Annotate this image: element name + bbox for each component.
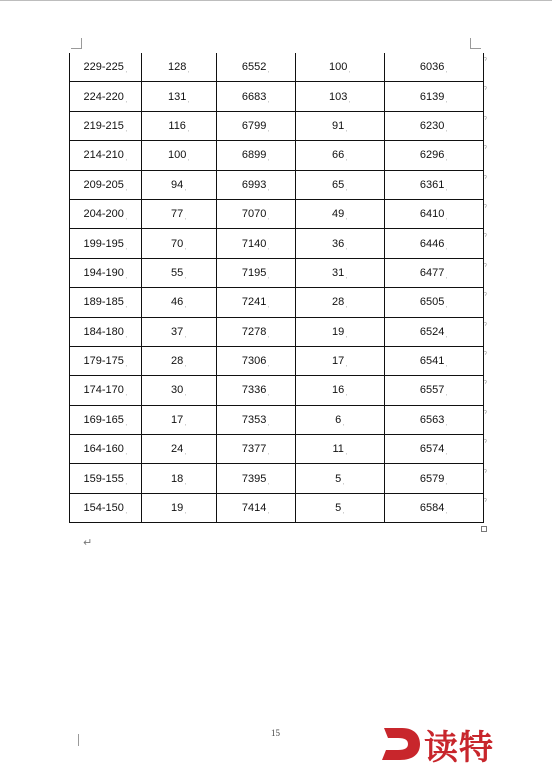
cell-value: 100 (328, 61, 348, 74)
table-cell (385, 170, 484, 199)
cell-value: 19 (332, 325, 345, 338)
cell-end-mark: ˌ (184, 387, 187, 397)
cell-end-mark: ˌ (124, 505, 128, 515)
cell-end-mark: ˌ (124, 211, 128, 221)
table-row (70, 170, 484, 199)
cell-value: 6505 (419, 296, 445, 309)
cell-end-mark: ˌ (345, 152, 348, 162)
cell-end-mark: ˌ (267, 269, 271, 279)
table-row (70, 141, 484, 170)
cell-value: 17 (332, 355, 345, 368)
cell-value: 94 (171, 178, 184, 191)
table-cell (217, 376, 296, 405)
table-row (70, 288, 484, 317)
cell-end-mark: ˌ (267, 358, 271, 368)
cell-end-mark: ˌ (124, 269, 128, 279)
cell-value: 179-175 (83, 355, 124, 368)
cell-end-mark: ˌ (184, 211, 187, 221)
cell-value: 5 (335, 502, 342, 515)
cell-value: 19 (171, 502, 184, 515)
table-cell (70, 376, 142, 405)
score-distribution-table (69, 53, 484, 523)
table-cell (70, 170, 142, 199)
table-cell (142, 258, 217, 287)
table-cell (142, 405, 217, 434)
table-cell (142, 53, 217, 82)
cell-value: 18 (171, 472, 184, 485)
cell-value: 7241 (241, 296, 267, 309)
cell-end-mark: ˌ (445, 93, 449, 103)
row-end-mark: ˀ (484, 173, 487, 183)
cell-value: 28 (171, 355, 184, 368)
table-cell (217, 493, 296, 522)
cell-value: 6541 (419, 355, 445, 368)
table-cell (142, 376, 217, 405)
table-cell (296, 170, 385, 199)
table-cell (70, 435, 142, 464)
cell-end-mark: ˌ (342, 505, 345, 515)
cell-value: 154-150 (83, 502, 124, 515)
cell-end-mark: ˌ (445, 152, 449, 162)
cell-end-mark: ˌ (184, 299, 187, 309)
table-cell (385, 376, 484, 405)
table-cell (70, 317, 142, 346)
paragraph-mark: ↵ (83, 537, 93, 549)
table-row (70, 435, 484, 464)
cell-value: 100 (167, 149, 187, 162)
cell-end-mark: ˌ (267, 181, 271, 191)
cell-end-mark: ˌ (267, 93, 271, 103)
table-cell (217, 111, 296, 140)
table-cell (296, 435, 385, 464)
table-cell (142, 346, 217, 375)
cell-end-mark: ˌ (348, 93, 352, 103)
table-row (70, 229, 484, 258)
table-row (70, 53, 484, 82)
table-cell (142, 229, 217, 258)
cell-value: 103 (328, 90, 348, 103)
cell-value: 7306 (241, 355, 267, 368)
table-cell (142, 141, 217, 170)
cell-value: 169-165 (83, 413, 124, 426)
cell-end-mark: ˌ (124, 358, 128, 368)
cell-end-mark: ˌ (187, 152, 191, 162)
cell-value: 7070 (241, 208, 267, 221)
cell-end-mark: ˌ (342, 475, 345, 485)
cell-end-mark: ˌ (267, 387, 271, 397)
table-cell (296, 346, 385, 375)
cell-value: 204-200 (83, 208, 124, 221)
page-top-edge (0, 0, 552, 1)
cell-end-mark: ˌ (184, 269, 187, 279)
cell-end-mark: ˌ (267, 64, 271, 74)
cell-end-mark: ˌ (445, 240, 449, 250)
table-cell (142, 317, 217, 346)
row-end-mark: ˀ (484, 261, 487, 271)
cell-value: 11 (332, 443, 344, 456)
cell-value: 164-160 (83, 443, 124, 456)
cell-value: 189-185 (83, 296, 124, 309)
cell-end-mark: ˌ (267, 446, 271, 456)
cell-end-mark: ˌ (124, 299, 128, 309)
cell-end-mark: ˌ (267, 152, 271, 162)
table-cell (385, 464, 484, 493)
logo-text: 读特 (424, 727, 494, 768)
table-cell (296, 376, 385, 405)
cell-value: 7195 (241, 266, 267, 279)
cell-end-mark: ˌ (267, 122, 271, 132)
cell-value: 70 (171, 237, 184, 250)
cell-end-mark: ˌ (187, 64, 191, 74)
cell-value: 31 (332, 266, 345, 279)
cell-value: 17 (171, 413, 184, 426)
row-end-mark: ˀ (484, 350, 487, 359)
cell-end-mark: ˌ (445, 446, 449, 456)
table-cell (142, 288, 217, 317)
cell-value: 6552 (241, 61, 267, 74)
cell-end-mark: ˌ (445, 269, 449, 279)
watermark-logo (378, 722, 494, 766)
cell-value: 6361 (419, 178, 445, 191)
cell-value: 46 (171, 296, 184, 309)
cell-end-mark: ˌ (445, 299, 449, 309)
cell-end-mark: ˌ (445, 387, 449, 397)
cell-end-mark: ˌ (267, 475, 271, 485)
cell-value: 219-215 (83, 119, 124, 132)
cell-end-mark: ˌ (184, 181, 187, 191)
cell-value: 24 (171, 443, 184, 456)
table-cell (70, 229, 142, 258)
table-cell (385, 229, 484, 258)
table-row (70, 493, 484, 522)
cell-end-mark: ˌ (124, 181, 128, 191)
cell-value: 6296 (419, 149, 445, 162)
cell-value: 224-220 (83, 90, 124, 103)
row-end-mark: ˀ (484, 56, 487, 65)
table-cell (70, 258, 142, 287)
cell-end-mark: ˌ (184, 475, 187, 485)
table-cell (70, 346, 142, 375)
cell-end-mark: ˌ (267, 240, 271, 250)
cell-value: 6799 (241, 119, 267, 132)
cell-value: 7353 (241, 413, 267, 426)
table-cell (217, 229, 296, 258)
cell-value: 128 (167, 61, 187, 74)
margin-corner-top-left (71, 38, 82, 49)
table-cell (385, 288, 484, 317)
cell-value: 214-210 (83, 149, 124, 162)
row-end-mark: ˀ (484, 438, 487, 448)
table-cell (217, 435, 296, 464)
cell-value: 174-170 (83, 384, 124, 397)
table-row (70, 111, 484, 140)
cell-end-mark: ˌ (345, 299, 348, 309)
cell-end-mark: ˌ (124, 475, 128, 485)
cell-value: 184-180 (83, 325, 124, 338)
cell-end-mark: ˌ (184, 505, 187, 515)
cell-value: 6557 (419, 384, 445, 397)
table-cell (70, 405, 142, 434)
cell-end-mark: ˌ (124, 64, 128, 74)
margin-corner-top-right (470, 38, 481, 49)
cell-end-mark: ˌ (345, 328, 348, 338)
d-logo-icon (378, 724, 422, 764)
cell-end-mark: ˌ (124, 328, 128, 338)
table-cell (385, 82, 484, 111)
cell-value: 65 (332, 178, 345, 191)
table-row (70, 199, 484, 228)
table-cell (385, 258, 484, 287)
table-cell (296, 405, 385, 434)
cell-end-mark: ˌ (445, 211, 449, 221)
table-cell (70, 199, 142, 228)
cell-end-mark: ˌ (267, 328, 271, 338)
cell-value: 30 (171, 384, 184, 397)
cell-end-mark: ˌ (187, 93, 191, 103)
row-end-mark: ˀ (484, 291, 487, 301)
table-cell (296, 258, 385, 287)
table-cell (385, 435, 484, 464)
cell-end-mark: ˌ (186, 122, 190, 132)
cell-end-mark: ˌ (267, 299, 271, 309)
table-cell (142, 493, 217, 522)
row-end-mark: ˀ (484, 144, 487, 154)
cell-value: 6410 (419, 208, 445, 221)
table-cell (217, 141, 296, 170)
cell-value: 194-190 (83, 266, 124, 279)
margin-corner-bottom-left (78, 734, 89, 746)
cell-end-mark: ˌ (184, 358, 187, 368)
cell-value: 6524 (419, 325, 445, 338)
cell-end-mark: ˌ (342, 416, 345, 426)
cell-end-mark: ˌ (445, 181, 449, 191)
row-end-mark: ˀ (484, 467, 487, 477)
table-cell (70, 288, 142, 317)
cell-end-mark: ˌ (445, 475, 449, 485)
cell-end-mark: ˌ (345, 240, 348, 250)
cell-end-mark: ˌ (184, 446, 187, 456)
cell-end-mark: ˌ (267, 505, 271, 515)
cell-end-mark: ˌ (124, 152, 128, 162)
cell-value: 6579 (419, 472, 445, 485)
table-cell (217, 258, 296, 287)
cell-end-mark: ˌ (124, 387, 128, 397)
table-cell (296, 111, 385, 140)
row-end-mark: ˀ (484, 203, 487, 212)
row-end-mark: ˀ (484, 320, 487, 330)
cell-end-mark: ˌ (445, 64, 449, 74)
table-resize-handle[interactable] (481, 526, 487, 532)
cell-value: 7395 (241, 472, 267, 485)
cell-value: 37 (171, 325, 184, 338)
table-cell (142, 464, 217, 493)
table-row (70, 405, 484, 434)
cell-end-mark: ˌ (344, 446, 348, 456)
cell-value: 5 (335, 472, 342, 485)
table-cell (142, 170, 217, 199)
table-cell (385, 199, 484, 228)
table-cell (385, 493, 484, 522)
table-cell (217, 317, 296, 346)
table-row (70, 376, 484, 405)
table-row (70, 82, 484, 111)
table-cell (142, 199, 217, 228)
cell-end-mark: ˌ (124, 93, 128, 103)
cell-end-mark: ˌ (184, 240, 187, 250)
cell-end-mark: ˌ (345, 122, 348, 132)
table-row (70, 258, 484, 287)
table-cell (217, 288, 296, 317)
cell-value: 229-225 (83, 61, 124, 74)
cell-value: 6683 (241, 90, 267, 103)
cell-value: 6230 (419, 119, 445, 132)
table-cell (385, 317, 484, 346)
table-cell (70, 111, 142, 140)
cell-end-mark: ˌ (184, 328, 187, 338)
table-cell (70, 464, 142, 493)
cell-value: 6563 (419, 413, 445, 426)
table-row (70, 464, 484, 493)
table-cell (217, 199, 296, 228)
cell-end-mark: ˌ (445, 122, 449, 132)
cell-value: 6574 (419, 443, 445, 456)
row-end-mark: ˀ (484, 232, 487, 242)
cell-end-mark: ˌ (445, 358, 449, 368)
table-cell (217, 53, 296, 82)
cell-value: 36 (332, 237, 345, 250)
table-cell (142, 111, 217, 140)
table-cell (296, 464, 385, 493)
cell-value: 77 (171, 208, 184, 221)
cell-value: 6036 (419, 61, 445, 74)
row-end-mark: ˀ (484, 114, 487, 124)
table-cell (385, 111, 484, 140)
cell-end-mark: ˌ (345, 358, 348, 368)
cell-end-mark: ˌ (124, 446, 128, 456)
table-cell (296, 141, 385, 170)
cell-value: 55 (171, 266, 184, 279)
table-cell (142, 435, 217, 464)
cell-end-mark: ˌ (184, 416, 187, 426)
cell-value: 6446 (419, 237, 445, 250)
cell-value: 7414 (241, 502, 267, 515)
table-row (70, 317, 484, 346)
cell-value: 66 (332, 149, 345, 162)
row-end-mark: ˀ (484, 379, 487, 389)
table-cell (217, 405, 296, 434)
table-cell (217, 346, 296, 375)
cell-end-mark: ˌ (345, 387, 348, 397)
cell-value: 6139 (419, 90, 445, 103)
table-cell (70, 493, 142, 522)
cell-value: 6993 (241, 178, 267, 191)
cell-value: 6584 (419, 502, 445, 515)
page-number: 15 (271, 728, 280, 738)
cell-value: 209-205 (83, 178, 124, 191)
table-cell (296, 317, 385, 346)
table-cell (142, 82, 217, 111)
table-row (70, 346, 484, 375)
cell-end-mark: ˌ (124, 122, 128, 132)
cell-end-mark: ˌ (267, 416, 271, 426)
cell-value: 199-195 (83, 237, 124, 250)
table-cell (385, 141, 484, 170)
cell-value: 28 (332, 296, 345, 309)
table-cell (70, 82, 142, 111)
table-cell (296, 493, 385, 522)
cell-end-mark: ˌ (124, 416, 128, 426)
cell-end-mark: ˌ (348, 64, 352, 74)
cell-value: 49 (332, 208, 345, 221)
cell-value: 131 (167, 90, 187, 103)
cell-end-mark: ˌ (345, 269, 348, 279)
cell-value: 6899 (241, 149, 267, 162)
cell-value: 159-155 (83, 472, 124, 485)
cell-end-mark: ˌ (345, 211, 348, 221)
cell-value: 6477 (419, 266, 445, 279)
table-cell (385, 53, 484, 82)
cell-end-mark: ˌ (445, 505, 449, 515)
cell-value: 7377 (241, 443, 267, 456)
table-cell (70, 141, 142, 170)
cell-value: 6 (335, 413, 342, 426)
row-end-mark: ˀ (484, 497, 487, 506)
row-end-mark: ˀ (484, 85, 487, 95)
cell-value: 16 (332, 384, 345, 397)
table-cell (217, 82, 296, 111)
table-cell (296, 288, 385, 317)
table-cell (70, 53, 142, 82)
cell-value: 7278 (241, 325, 267, 338)
table-cell (296, 82, 385, 111)
table-cell (385, 346, 484, 375)
cell-end-mark: ˌ (445, 416, 449, 426)
table-cell (385, 405, 484, 434)
cell-value: 116 (168, 119, 186, 132)
cell-end-mark: ˌ (267, 211, 271, 221)
cell-end-mark: ˌ (445, 328, 449, 338)
table-cell (217, 464, 296, 493)
table-cell (296, 53, 385, 82)
table-cell (296, 229, 385, 258)
cell-end-mark: ˌ (345, 181, 348, 191)
cell-end-mark: ˌ (124, 240, 128, 250)
row-end-mark: ˀ (484, 408, 487, 418)
table-cell (217, 170, 296, 199)
table-cell (296, 199, 385, 228)
cell-value: 91 (332, 119, 345, 132)
cell-value: 7140 (241, 237, 267, 250)
cell-value: 7336 (241, 384, 267, 397)
